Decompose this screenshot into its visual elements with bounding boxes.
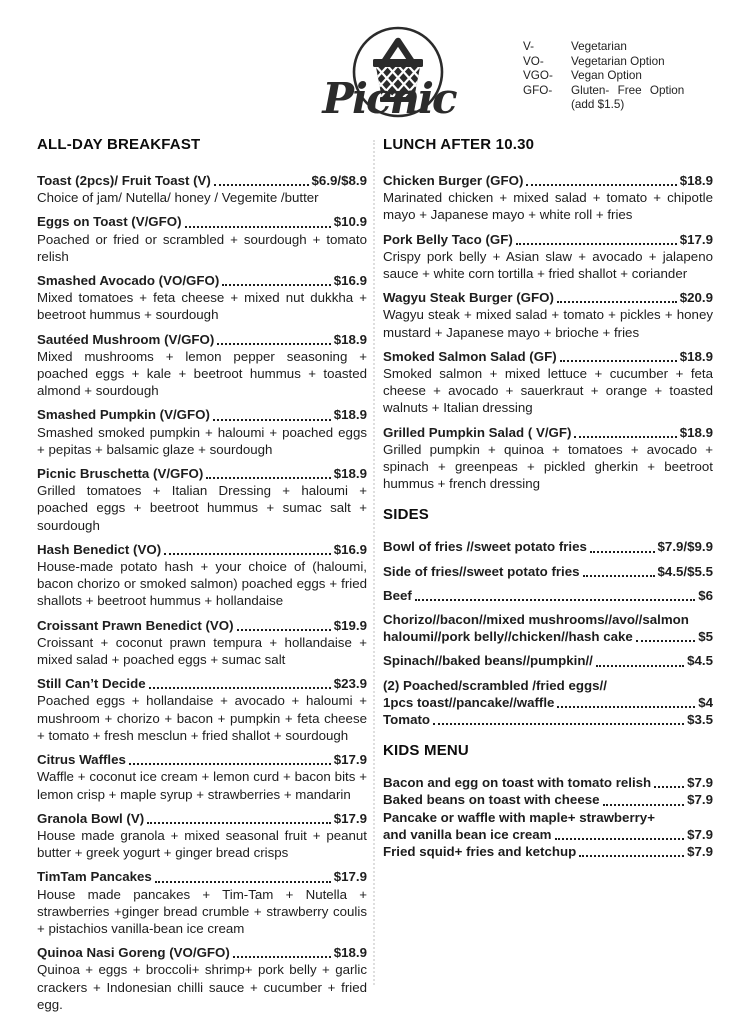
menu-line-row	[383, 611, 713, 628]
menu-line-price: $7.9	[687, 844, 713, 860]
menu-content	[37, 136, 713, 1020]
menu-item-row	[383, 348, 713, 365]
legend-row	[523, 40, 684, 55]
menu-item-row	[383, 289, 713, 306]
menu-item-price: $20.9	[679, 290, 713, 306]
menu-item	[383, 677, 713, 729]
menu-line-price: $4.5	[687, 653, 713, 669]
menu-item	[383, 172, 713, 224]
menu-line-name: and vanilla bean ice cream	[383, 826, 552, 842]
menu-item-description: Smoked salmon + mixed lettuce + cucumber + feta cheese + avocado + sauerkraut + orange + toasted walnuts + Italian dressing	[383, 366, 713, 416]
dot-leader	[526, 184, 676, 186]
menu-item	[37, 751, 367, 803]
dot-leader	[636, 640, 695, 642]
menu-item-price: $18.9	[679, 348, 713, 364]
menu-item-name: TimTam Pancakes	[37, 869, 152, 885]
menu-item	[37, 406, 367, 458]
menu-line-name: Fried squid+ fries and ketchup	[383, 844, 577, 860]
menu-item-price: $18.9	[679, 424, 713, 440]
menu-item-description: Grilled tomatoes + Italian Dressing + haloumi + poached eggs + beetroot hummus + sumac salt + sourdough	[37, 483, 367, 533]
legend-code-spacer	[523, 98, 571, 113]
dot-leader	[415, 599, 695, 601]
legend-label: Gluten- Free Option	[571, 83, 685, 97]
dot-leader	[603, 804, 685, 806]
dot-leader	[560, 360, 677, 362]
menu-item	[383, 289, 713, 341]
menu-line-name: (2) Poached/scrambled /fried eggs//	[383, 677, 607, 693]
menu-item	[383, 424, 713, 493]
brand-name: Picnic	[322, 74, 456, 123]
menu-line-row	[383, 809, 713, 826]
menu-line-price: $4	[698, 694, 713, 710]
legend-label: Vegetarian	[571, 40, 627, 53]
menu-item-description: Poached or fried or scrambled + sourdough + tomato relish	[37, 231, 367, 264]
menu-line-name: Bowl of fries //sweet potato fries	[383, 539, 587, 555]
menu-item	[383, 774, 713, 791]
menu-line-name: Baked beans on toast with cheese	[383, 792, 600, 808]
dot-leader	[555, 838, 685, 840]
menu-item-price: $17.9	[333, 810, 367, 826]
dietary-legend	[523, 40, 684, 113]
menu-line-name: haloumi//pork belly//chicken//hash cake	[383, 629, 633, 645]
dot-leader	[164, 553, 331, 555]
menu-line-row	[383, 563, 713, 580]
dot-leader	[217, 343, 330, 345]
legend-row	[523, 84, 684, 99]
menu-item-price: $17.9	[333, 869, 367, 885]
legend-code: VO-	[523, 54, 544, 68]
dot-leader	[233, 956, 331, 958]
menu-item-description: Waffle + coconut ice cream + lemon curd + bacon bits + lemon crisp + maple syrup + strawberries + mandarin	[37, 769, 367, 802]
menu-line-row	[383, 711, 713, 728]
legend-code: VGO-	[523, 69, 553, 83]
menu-item-price: $16.9	[333, 273, 367, 289]
dot-leader	[214, 184, 309, 186]
menu-item-name: Toast (2pcs)/ Fruit Toast (V)	[37, 173, 211, 188]
legend-code: GFO-	[523, 83, 553, 97]
menu-item	[37, 944, 367, 1013]
menu-line-name: Side of fries//sweet potato fries	[383, 563, 580, 579]
section-title: KIDS MENU	[383, 742, 469, 760]
menu-item-description: Mixed mushrooms + lemon pepper seasoning + poached eggs + kale + beetroot hummus + toasted almond + sourdough	[37, 348, 367, 399]
menu-section	[383, 506, 713, 728]
menu-line-row	[383, 791, 713, 808]
menu-item-name: Croissant Prawn Benedict (VO)	[37, 617, 234, 633]
menu-item-price: $18.9	[679, 173, 713, 188]
dot-leader	[155, 881, 331, 883]
menu-item-description: Mixed tomatoes + feta cheese + mixed nut dukkha + beetroot hummus + sourdough	[37, 290, 367, 323]
menu-item-row	[37, 675, 367, 692]
dot-leader	[129, 763, 331, 765]
menu-item-description: Smashed smoked pumpkin + haloumi + poached eggs + pepitas + balsamic glaze + sourdough	[37, 424, 367, 457]
menu-item	[383, 809, 713, 843]
menu-item-name: Chicken Burger (GFO)	[383, 173, 524, 188]
menu-item-row	[37, 272, 367, 289]
dot-leader	[596, 665, 684, 667]
menu-item	[37, 272, 367, 324]
menu-item-name: Quinoa Nasi Goreng (VO/GFO)	[37, 945, 230, 961]
menu-item-description: Choice of jam/ Nutella/ honey / Vegemite /butter	[37, 190, 319, 206]
menu-item-name: Still Can’t Decide	[37, 676, 146, 692]
legend-label: Vegetarian Option	[571, 54, 665, 68]
menu-line-row	[383, 694, 713, 711]
menu-item-row	[37, 331, 367, 348]
menu-item-name: Granola Bowl (V)	[37, 810, 145, 826]
menu-item-row	[37, 465, 367, 482]
menu-item-row	[37, 213, 367, 230]
menu-item	[383, 611, 713, 645]
menu-item	[383, 587, 713, 604]
menu-line-price: $4.5/$5.5	[657, 563, 713, 579]
menu-line-row	[383, 587, 713, 604]
dot-leader	[583, 575, 655, 577]
menu-item-description: House-made potato hash + your choice of (haloumi, bacon chorizo or smoked salmon) poached eggs + fried shallots + beetroot hummus + hollandaise	[37, 559, 367, 609]
menu-item	[37, 213, 367, 265]
menu-lines	[383, 774, 713, 860]
dot-leader	[213, 419, 331, 421]
section-title: SIDES	[383, 506, 430, 524]
menu-line-name: Beef	[383, 587, 412, 603]
menu-item-row	[37, 617, 367, 634]
menu-item	[37, 810, 367, 862]
menu-line-row	[383, 774, 713, 791]
menu-item	[37, 541, 367, 610]
menu-item-row	[383, 231, 713, 248]
menu-item-price: $23.9	[333, 676, 367, 692]
dot-leader	[433, 723, 684, 725]
menu-line-row	[383, 677, 713, 694]
menu-line-price: $7.9	[687, 792, 713, 808]
menu-item-price: $18.9	[333, 407, 367, 423]
menu-line-price: $7.9/$9.9	[657, 539, 713, 555]
menu-item-name: Picnic Bruschetta (V/GFO)	[37, 466, 204, 482]
menu-item-description: Wagyu steak + mixed salad + tomato + pickles + honey mustard + Japanese mayo + brioche + fries	[383, 307, 713, 340]
menu-item-row	[37, 810, 367, 827]
menu-item	[37, 331, 367, 400]
menu-item-price: $10.9	[333, 214, 367, 230]
menu-item-row	[37, 751, 367, 768]
dot-leader	[237, 629, 331, 631]
section-title: LUNCH AFTER 10.30	[383, 136, 535, 153]
menu-item	[383, 563, 713, 580]
menu-item-row	[37, 868, 367, 885]
menu-item-description: House made pancakes + Tim-Tam + Nutella + strawberries +ginger bread crumble + strawberry coulis + pistachios vanilla-bean ice cream	[37, 886, 367, 936]
menu-item	[37, 172, 367, 206]
menu-item	[37, 868, 367, 937]
dot-leader	[222, 284, 330, 286]
menu-item-row	[37, 172, 367, 189]
menu-line-name: 1pcs toast//pancake//waffle	[383, 694, 555, 710]
menu-item-price: $6.9/$8.9	[311, 173, 367, 188]
menu-item-name: Smoked Salmon Salad (GF)	[383, 348, 557, 364]
menu-item	[383, 791, 713, 808]
menu-item-name: Pork Belly Taco (GF)	[383, 231, 513, 247]
section-title: ALL-DAY BREAKFAST	[37, 136, 201, 153]
menu-item-name: Smashed Avocado (VO/GFO)	[37, 273, 220, 289]
menu-item	[37, 617, 367, 669]
menu-line-name: Chorizo//bacon//mixed mushrooms//avo//salmon	[383, 612, 689, 628]
menu-line-price: $3.5	[687, 712, 713, 728]
legend-row	[523, 55, 684, 70]
dot-leader	[557, 706, 695, 708]
dot-leader	[590, 551, 655, 553]
menu-item-name: Wagyu Steak Burger (GFO)	[383, 290, 554, 306]
dot-leader	[557, 301, 677, 303]
menu-section	[37, 136, 367, 1013]
menu-line-price: $7.9	[687, 826, 713, 842]
menu-item-price: $18.9	[333, 466, 367, 482]
legend-note: (add $1.5)	[571, 98, 625, 112]
menu-item-name: Smashed Pumpkin (V/GFO)	[37, 407, 210, 423]
menu-line-name: Bacon and egg on toast with tomato relish	[383, 775, 652, 791]
picnic-logo	[322, 26, 462, 134]
menu-item	[383, 538, 713, 555]
menu-item-description: Quinoa + eggs + broccoli+ shrimp+ pork belly + garlic crackers + Indonesian chilli sauce + cucumber + fried egg.	[37, 962, 367, 1012]
menu-line-price: $6	[698, 587, 713, 603]
menu-item-name: Hash Benedict (VO)	[37, 541, 162, 557]
menu-item	[37, 465, 367, 534]
menu-section	[383, 742, 713, 860]
legend-code: V-	[523, 40, 535, 53]
dot-leader	[147, 822, 331, 824]
menu-item-row	[37, 541, 367, 558]
dot-leader	[149, 687, 331, 689]
menu-item-price: $16.9	[333, 541, 367, 557]
menu-item-price: $19.9	[333, 617, 367, 633]
menu-line-row	[383, 826, 713, 843]
menu-line-row	[383, 538, 713, 555]
dot-leader	[654, 786, 684, 788]
menu-item-description: Croissant + coconut prawn tempura + hollandaise + mixed salad + poached eggs + sumac salt	[37, 634, 367, 668]
menu-item-row	[383, 172, 713, 189]
menu-section	[383, 136, 713, 492]
menu-item	[383, 231, 713, 283]
dot-leader	[206, 477, 330, 479]
menu-item-description: Crispy pork belly + Asian slaw + avocado + jalapeno sauce + white corn tortilla + fried shallot + coriander	[383, 248, 713, 282]
column-right	[383, 136, 713, 1020]
menu-item-description: Poached eggs + hollandaise + avocado + haloumi + mushroom + chorizo + bacon + pumpkin + feta cheese + tomato + fresh mesclun + fried shallot + sourdough	[37, 693, 367, 743]
menu-item	[37, 675, 367, 744]
menu-lines	[383, 538, 713, 728]
menu-item-row	[383, 424, 713, 441]
menu-item-description: Grilled pumpkin + quinoa + tomatoes + avocado + spinach + greenpeas + pickled gherkin + beetroot hummus + french dressing	[383, 441, 713, 492]
menu-item	[383, 843, 713, 860]
menu-item-price: $18.9	[333, 945, 367, 961]
menu-item-price: $17.9	[333, 752, 367, 768]
menu-item-name: Grilled Pumpkin Salad ( V/GF)	[383, 424, 572, 440]
menu-item-name: Sautéed Mushroom (V/GFO)	[37, 331, 215, 347]
menu-item-description: House made granola + mixed seasonal fruit + peanut butter + greek yogurt + ginger bread crisps	[37, 827, 367, 861]
menu-line-name: Tomato	[383, 712, 431, 728]
menu-line-price: $7.9	[687, 775, 713, 791]
menu-item-row	[37, 406, 367, 423]
dot-leader	[516, 243, 677, 245]
menu-item	[383, 652, 713, 669]
menu-line-row	[383, 652, 713, 669]
legend-note-row	[523, 98, 684, 113]
column-left	[37, 136, 367, 1020]
menu-item-price: $18.9	[333, 331, 367, 347]
menu-item-description: Marinated chicken + mixed salad + tomato + chipotle mayo + Japanese mayo + white roll + fries	[383, 190, 713, 223]
dot-leader	[574, 436, 676, 438]
menu-item-name: Eggs on Toast (V/GFO)	[37, 214, 182, 230]
menu-line-name: Spinach//baked beans//pumpkin//	[383, 653, 593, 669]
legend-label: Vegan Option	[571, 69, 642, 83]
menu-item-name: Citrus Waffles	[37, 752, 126, 768]
menu-line-row	[383, 843, 713, 860]
legend-row	[523, 69, 684, 84]
dot-leader	[579, 855, 684, 857]
menu-line-price: $5	[698, 629, 713, 645]
menu-line-row	[383, 628, 713, 645]
menu-item	[383, 348, 713, 417]
menu-item-price: $17.9	[679, 231, 713, 247]
menu-item-row	[37, 944, 367, 961]
dot-leader	[185, 226, 331, 228]
menu-line-name: Pancake or waffle with maple+ strawberry+	[383, 809, 655, 825]
